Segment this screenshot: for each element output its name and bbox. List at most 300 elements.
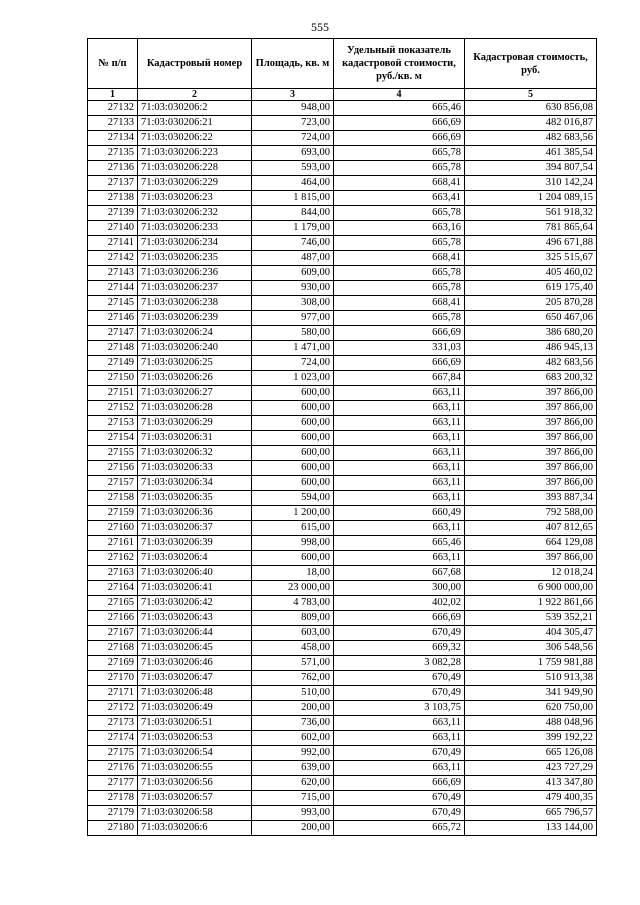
cadastral-number-cell: 71:03:030206:240 — [138, 341, 252, 356]
area-cell: 600,00 — [252, 431, 334, 446]
area-cell: 510,00 — [252, 686, 334, 701]
row-number-cell: 27155 — [88, 446, 138, 461]
table-row — [88, 401, 597, 416]
cadastral-value-cell: 407 812,65 — [465, 521, 597, 536]
specific-value-cell: 670,49 — [334, 746, 465, 761]
cadastral-number-cell: 71:03:030206:25 — [138, 356, 252, 371]
area-cell: 809,00 — [252, 611, 334, 626]
row-number-cell: 27150 — [88, 371, 138, 386]
specific-value-cell: 665,78 — [334, 266, 465, 281]
row-number-cell: 27162 — [88, 551, 138, 566]
area-cell: 571,00 — [252, 656, 334, 671]
row-number-cell: 27172 — [88, 701, 138, 716]
specific-value-cell: 665,78 — [334, 206, 465, 221]
table-row — [88, 146, 597, 161]
cadastral-number-cell: 71:03:030206:36 — [138, 506, 252, 521]
specific-value-cell: 663,11 — [334, 401, 465, 416]
cadastral-value-cell: 404 305,47 — [465, 626, 597, 641]
area-cell: 600,00 — [252, 446, 334, 461]
area-cell: 18,00 — [252, 566, 334, 581]
area-cell: 993,00 — [252, 806, 334, 821]
cadastral-number-cell: 71:03:030206:31 — [138, 431, 252, 446]
cadastral-number-cell: 71:03:030206:4 — [138, 551, 252, 566]
cadastral-number-cell: 71:03:030206:53 — [138, 731, 252, 746]
cadastral-number-cell: 71:03:030206:237 — [138, 281, 252, 296]
table-row — [88, 761, 597, 776]
cadastral-number-cell: 71:03:030206:56 — [138, 776, 252, 791]
row-number-cell: 27142 — [88, 251, 138, 266]
row-number-cell: 27178 — [88, 791, 138, 806]
cadastral-value-cell: 561 918,32 — [465, 206, 597, 221]
cadastral-value-cell: 496 671,88 — [465, 236, 597, 251]
table-body — [88, 101, 597, 836]
table-row — [88, 206, 597, 221]
cadastral-number-cell: 71:03:030206:228 — [138, 161, 252, 176]
area-cell: 1 179,00 — [252, 221, 334, 236]
header-row — [88, 39, 597, 89]
header-row-number: № п/п — [88, 39, 138, 89]
specific-value-cell: 3 082,28 — [334, 656, 465, 671]
table-row — [88, 446, 597, 461]
table-row — [88, 101, 597, 116]
table-row — [88, 566, 597, 581]
cadastral-number-cell: 71:03:030206:39 — [138, 536, 252, 551]
cadastral-number-cell: 71:03:030206:229 — [138, 176, 252, 191]
specific-value-cell: 663,11 — [334, 476, 465, 491]
cadastral-value-cell: 1 204 089,15 — [465, 191, 597, 206]
cadastral-value-cell: 306 548,56 — [465, 641, 597, 656]
cadastral-number-cell: 71:03:030206:233 — [138, 221, 252, 236]
specific-value-cell: 665,46 — [334, 536, 465, 551]
table-row — [88, 776, 597, 791]
specific-value-cell: 665,46 — [334, 101, 465, 116]
specific-value-cell: 663,11 — [334, 716, 465, 731]
area-cell: 464,00 — [252, 176, 334, 191]
specific-value-cell: 668,41 — [334, 176, 465, 191]
cadastral-number-cell: 71:03:030206:232 — [138, 206, 252, 221]
table-row — [88, 281, 597, 296]
cadastral-number-cell: 71:03:030206:235 — [138, 251, 252, 266]
cadastral-value-cell: 393 887,34 — [465, 491, 597, 506]
cadastral-table — [87, 38, 597, 836]
cadastral-value-cell: 397 866,00 — [465, 431, 597, 446]
table-row — [88, 581, 597, 596]
area-cell: 724,00 — [252, 131, 334, 146]
table-row — [88, 221, 597, 236]
row-number-cell: 27180 — [88, 821, 138, 836]
cadastral-value-cell: 341 949,90 — [465, 686, 597, 701]
table-row — [88, 476, 597, 491]
row-number-cell: 27174 — [88, 731, 138, 746]
row-number-cell: 27159 — [88, 506, 138, 521]
table-row — [88, 386, 597, 401]
cadastral-number-cell: 71:03:030206:41 — [138, 581, 252, 596]
table-row — [88, 266, 597, 281]
specific-value-cell: 668,41 — [334, 251, 465, 266]
row-number-cell: 27161 — [88, 536, 138, 551]
cadastral-value-cell: 413 347,80 — [465, 776, 597, 791]
cadastral-value-cell: 665 126,08 — [465, 746, 597, 761]
area-cell: 487,00 — [252, 251, 334, 266]
area-cell: 600,00 — [252, 401, 334, 416]
cadastral-value-cell: 488 048,96 — [465, 716, 597, 731]
table-row — [88, 341, 597, 356]
row-number-cell: 27169 — [88, 656, 138, 671]
cadastral-number-cell: 71:03:030206:51 — [138, 716, 252, 731]
area-cell: 1 815,00 — [252, 191, 334, 206]
cadastral-value-cell: 479 400,35 — [465, 791, 597, 806]
row-number-cell: 27175 — [88, 746, 138, 761]
cadastral-value-cell: 12 018,24 — [465, 566, 597, 581]
cadastral-value-cell: 781 865,64 — [465, 221, 597, 236]
area-cell: 602,00 — [252, 731, 334, 746]
row-number-cell: 27144 — [88, 281, 138, 296]
cadastral-number-cell: 71:03:030206:21 — [138, 116, 252, 131]
table-row — [88, 311, 597, 326]
specific-value-cell: 665,78 — [334, 281, 465, 296]
cadastral-value-cell: 325 515,67 — [465, 251, 597, 266]
row-number-cell: 27137 — [88, 176, 138, 191]
area-cell: 603,00 — [252, 626, 334, 641]
area-cell: 600,00 — [252, 461, 334, 476]
cadastral-value-cell: 482 683,56 — [465, 131, 597, 146]
specific-value-cell: 667,68 — [334, 566, 465, 581]
area-cell: 1 471,00 — [252, 341, 334, 356]
specific-value-cell: 663,11 — [334, 521, 465, 536]
area-cell: 1 200,00 — [252, 506, 334, 521]
row-number-cell: 27171 — [88, 686, 138, 701]
cadastral-number-cell: 71:03:030206:40 — [138, 566, 252, 581]
cadastral-value-cell: 397 866,00 — [465, 416, 597, 431]
row-number-cell: 27177 — [88, 776, 138, 791]
area-cell: 200,00 — [252, 701, 334, 716]
cadastral-number-cell: 71:03:030206:22 — [138, 131, 252, 146]
cadastral-value-cell: 461 385,54 — [465, 146, 597, 161]
table-header — [88, 39, 597, 101]
cadastral-number-cell: 71:03:030206:29 — [138, 416, 252, 431]
cadastral-value-cell: 394 807,54 — [465, 161, 597, 176]
row-number-cell: 27151 — [88, 386, 138, 401]
row-number-cell: 27154 — [88, 431, 138, 446]
row-number-cell: 27146 — [88, 311, 138, 326]
table-row — [88, 356, 597, 371]
table-row — [88, 551, 597, 566]
cadastral-value-cell: 630 856,08 — [465, 101, 597, 116]
specific-value-cell: 663,11 — [334, 761, 465, 776]
table-row — [88, 701, 597, 716]
cadastral-value-cell: 397 866,00 — [465, 461, 597, 476]
row-number-cell: 27141 — [88, 236, 138, 251]
specific-value-cell: 331,03 — [334, 341, 465, 356]
row-number-cell: 27140 — [88, 221, 138, 236]
cadastral-number-cell: 71:03:030206:28 — [138, 401, 252, 416]
specific-value-cell: 670,49 — [334, 671, 465, 686]
table-row — [88, 521, 597, 536]
row-number-cell: 27145 — [88, 296, 138, 311]
cadastral-value-cell: 397 866,00 — [465, 551, 597, 566]
cadastral-value-cell: 133 144,00 — [465, 821, 597, 836]
specific-value-cell: 669,32 — [334, 641, 465, 656]
cadastral-number-cell: 71:03:030206:33 — [138, 461, 252, 476]
cadastral-number-cell: 71:03:030206:27 — [138, 386, 252, 401]
specific-value-cell: 666,69 — [334, 131, 465, 146]
table-row — [88, 296, 597, 311]
table-row — [88, 251, 597, 266]
cadastral-value-cell: 650 467,06 — [465, 311, 597, 326]
specific-value-cell: 402,02 — [334, 596, 465, 611]
specific-value-cell: 670,49 — [334, 626, 465, 641]
row-number-cell: 27170 — [88, 671, 138, 686]
specific-value-cell: 300,00 — [334, 581, 465, 596]
area-cell: 724,00 — [252, 356, 334, 371]
cadastral-value-cell: 397 866,00 — [465, 476, 597, 491]
cadastral-number-cell: 71:03:030206:57 — [138, 791, 252, 806]
specific-value-cell: 665,78 — [334, 161, 465, 176]
cadastral-number-cell: 71:03:030206:47 — [138, 671, 252, 686]
specific-value-cell: 665,78 — [334, 311, 465, 326]
table-row — [88, 731, 597, 746]
cadastral-number-cell: 71:03:030206:238 — [138, 296, 252, 311]
area-cell: 580,00 — [252, 326, 334, 341]
column-number: 3 — [252, 89, 334, 101]
cadastral-value-cell: 539 352,21 — [465, 611, 597, 626]
row-number-cell: 27158 — [88, 491, 138, 506]
area-cell: 593,00 — [252, 161, 334, 176]
row-number-cell: 27167 — [88, 626, 138, 641]
row-number-cell: 27134 — [88, 131, 138, 146]
cadastral-value-cell: 399 192,22 — [465, 731, 597, 746]
row-number-cell: 27168 — [88, 641, 138, 656]
cadastral-number-cell: 71:03:030206:239 — [138, 311, 252, 326]
cadastral-value-cell: 1 922 861,66 — [465, 596, 597, 611]
area-cell: 639,00 — [252, 761, 334, 776]
cadastral-value-cell: 683 200,32 — [465, 371, 597, 386]
table-row — [88, 641, 597, 656]
specific-value-cell: 665,78 — [334, 146, 465, 161]
row-number-cell: 27152 — [88, 401, 138, 416]
cadastral-value-cell: 664 129,08 — [465, 536, 597, 551]
row-number-cell: 27176 — [88, 761, 138, 776]
specific-value-cell: 663,11 — [334, 386, 465, 401]
specific-value-cell: 663,11 — [334, 491, 465, 506]
row-number-cell: 27164 — [88, 581, 138, 596]
area-cell: 977,00 — [252, 311, 334, 326]
cadastral-value-cell: 486 945,13 — [465, 341, 597, 356]
table-row — [88, 491, 597, 506]
specific-value-cell: 3 103,75 — [334, 701, 465, 716]
cadastral-value-cell: 482 683,56 — [465, 356, 597, 371]
area-cell: 200,00 — [252, 821, 334, 836]
specific-value-cell: 665,78 — [334, 236, 465, 251]
specific-value-cell: 663,16 — [334, 221, 465, 236]
column-number: 4 — [334, 89, 465, 101]
row-number-cell: 27133 — [88, 116, 138, 131]
row-number-cell: 27139 — [88, 206, 138, 221]
area-cell: 600,00 — [252, 551, 334, 566]
table-row — [88, 116, 597, 131]
cadastral-number-cell: 71:03:030206:58 — [138, 806, 252, 821]
row-number-cell: 27138 — [88, 191, 138, 206]
cadastral-value-cell: 423 727,29 — [465, 761, 597, 776]
cadastral-number-cell: 71:03:030206:6 — [138, 821, 252, 836]
cadastral-number-cell: 71:03:030206:35 — [138, 491, 252, 506]
area-cell: 746,00 — [252, 236, 334, 251]
specific-value-cell: 663,11 — [334, 431, 465, 446]
specific-value-cell: 666,69 — [334, 611, 465, 626]
table-row — [88, 131, 597, 146]
cadastral-number-cell: 71:03:030206:23 — [138, 191, 252, 206]
table-row — [88, 371, 597, 386]
column-number: 1 — [88, 89, 138, 101]
cadastral-value-cell: 397 866,00 — [465, 446, 597, 461]
table-row — [88, 716, 597, 731]
cadastral-value-cell: 405 460,02 — [465, 266, 597, 281]
area-cell: 600,00 — [252, 416, 334, 431]
cadastral-value-cell: 1 759 981,88 — [465, 656, 597, 671]
table-row — [88, 506, 597, 521]
area-cell: 600,00 — [252, 476, 334, 491]
specific-value-cell: 670,49 — [334, 686, 465, 701]
area-cell: 948,00 — [252, 101, 334, 116]
cadastral-number-cell: 71:03:030206:34 — [138, 476, 252, 491]
specific-value-cell: 665,72 — [334, 821, 465, 836]
row-number-cell: 27179 — [88, 806, 138, 821]
table-row — [88, 686, 597, 701]
header-cadastral-number: Кадастровый номер — [138, 39, 252, 89]
specific-value-cell: 663,11 — [334, 551, 465, 566]
column-number-row — [88, 89, 597, 101]
area-cell: 930,00 — [252, 281, 334, 296]
area-cell: 736,00 — [252, 716, 334, 731]
table-row — [88, 611, 597, 626]
table-row — [88, 461, 597, 476]
row-number-cell: 27163 — [88, 566, 138, 581]
cadastral-value-cell: 510 913,38 — [465, 671, 597, 686]
specific-value-cell: 663,11 — [334, 416, 465, 431]
area-cell: 23 000,00 — [252, 581, 334, 596]
cadastral-number-cell: 71:03:030206:48 — [138, 686, 252, 701]
table-row — [88, 596, 597, 611]
row-number-cell: 27135 — [88, 146, 138, 161]
area-cell: 762,00 — [252, 671, 334, 686]
specific-value-cell: 660,49 — [334, 506, 465, 521]
header-area: Площадь, кв. м — [252, 39, 334, 89]
cadastral-number-cell: 71:03:030206:223 — [138, 146, 252, 161]
specific-value-cell: 668,41 — [334, 296, 465, 311]
cadastral-value-cell: 619 175,40 — [465, 281, 597, 296]
table-row — [88, 671, 597, 686]
cadastral-value-cell: 6 900 000,00 — [465, 581, 597, 596]
page-number: 555 — [311, 20, 329, 34]
cadastral-number-cell: 71:03:030206:24 — [138, 326, 252, 341]
row-number-cell: 27166 — [88, 611, 138, 626]
row-number-cell: 27160 — [88, 521, 138, 536]
cadastral-number-cell: 71:03:030206:42 — [138, 596, 252, 611]
cadastral-number-cell: 71:03:030206:46 — [138, 656, 252, 671]
specific-value-cell: 670,49 — [334, 806, 465, 821]
cadastral-number-cell: 71:03:030206:236 — [138, 266, 252, 281]
cadastral-value-cell: 482 016,87 — [465, 116, 597, 131]
table-row — [88, 656, 597, 671]
area-cell: 594,00 — [252, 491, 334, 506]
specific-value-cell: 666,69 — [334, 326, 465, 341]
row-number-cell: 27156 — [88, 461, 138, 476]
row-number-cell: 27157 — [88, 476, 138, 491]
table-row — [88, 161, 597, 176]
specific-value-cell: 663,11 — [334, 446, 465, 461]
table-row — [88, 746, 597, 761]
cadastral-number-cell: 71:03:030206:26 — [138, 371, 252, 386]
cadastral-number-cell: 71:03:030206:49 — [138, 701, 252, 716]
cadastral-number-cell: 71:03:030206:44 — [138, 626, 252, 641]
specific-value-cell: 663,11 — [334, 731, 465, 746]
area-cell: 715,00 — [252, 791, 334, 806]
specific-value-cell: 663,41 — [334, 191, 465, 206]
cadastral-value-cell: 620 750,00 — [465, 701, 597, 716]
row-number-cell: 27173 — [88, 716, 138, 731]
table-row — [88, 236, 597, 251]
area-cell: 992,00 — [252, 746, 334, 761]
cadastral-value-cell: 386 680,20 — [465, 326, 597, 341]
specific-value-cell: 667,84 — [334, 371, 465, 386]
cadastral-value-cell: 310 142,24 — [465, 176, 597, 191]
cadastral-number-cell: 71:03:030206:37 — [138, 521, 252, 536]
table-row — [88, 626, 597, 641]
header-specific-value: Удельный показатель кадастровой стоимости, руб./кв. м — [334, 39, 465, 89]
table-row — [88, 416, 597, 431]
cadastral-number-cell: 71:03:030206:55 — [138, 761, 252, 776]
cadastral-number-cell: 71:03:030206:2 — [138, 101, 252, 116]
area-cell: 844,00 — [252, 206, 334, 221]
table-row — [88, 791, 597, 806]
column-number: 2 — [138, 89, 252, 101]
row-number-cell: 27165 — [88, 596, 138, 611]
row-number-cell: 27153 — [88, 416, 138, 431]
area-cell: 998,00 — [252, 536, 334, 551]
specific-value-cell: 666,69 — [334, 356, 465, 371]
area-cell: 723,00 — [252, 116, 334, 131]
area-cell: 458,00 — [252, 641, 334, 656]
area-cell: 693,00 — [252, 146, 334, 161]
area-cell: 4 783,00 — [252, 596, 334, 611]
table-row — [88, 326, 597, 341]
column-number: 5 — [465, 89, 597, 101]
cadastral-value-cell: 397 866,00 — [465, 386, 597, 401]
row-number-cell: 27143 — [88, 266, 138, 281]
specific-value-cell: 666,69 — [334, 116, 465, 131]
table-row — [88, 536, 597, 551]
area-cell: 1 023,00 — [252, 371, 334, 386]
specific-value-cell: 663,11 — [334, 461, 465, 476]
table-row — [88, 176, 597, 191]
cadastral-number-cell: 71:03:030206:54 — [138, 746, 252, 761]
cadastral-value-cell: 205 870,28 — [465, 296, 597, 311]
cadastral-number-cell: 71:03:030206:32 — [138, 446, 252, 461]
cadastral-value-cell: 665 796,57 — [465, 806, 597, 821]
row-number-cell: 27147 — [88, 326, 138, 341]
cadastral-value-cell: 792 588,00 — [465, 506, 597, 521]
area-cell: 615,00 — [252, 521, 334, 536]
cadastral-value-cell: 397 866,00 — [465, 401, 597, 416]
table-row — [88, 821, 597, 836]
row-number-cell: 27132 — [88, 101, 138, 116]
cadastral-number-cell: 71:03:030206:45 — [138, 641, 252, 656]
area-cell: 620,00 — [252, 776, 334, 791]
area-cell: 600,00 — [252, 386, 334, 401]
specific-value-cell: 670,49 — [334, 791, 465, 806]
row-number-cell: 27136 — [88, 161, 138, 176]
area-cell: 308,00 — [252, 296, 334, 311]
